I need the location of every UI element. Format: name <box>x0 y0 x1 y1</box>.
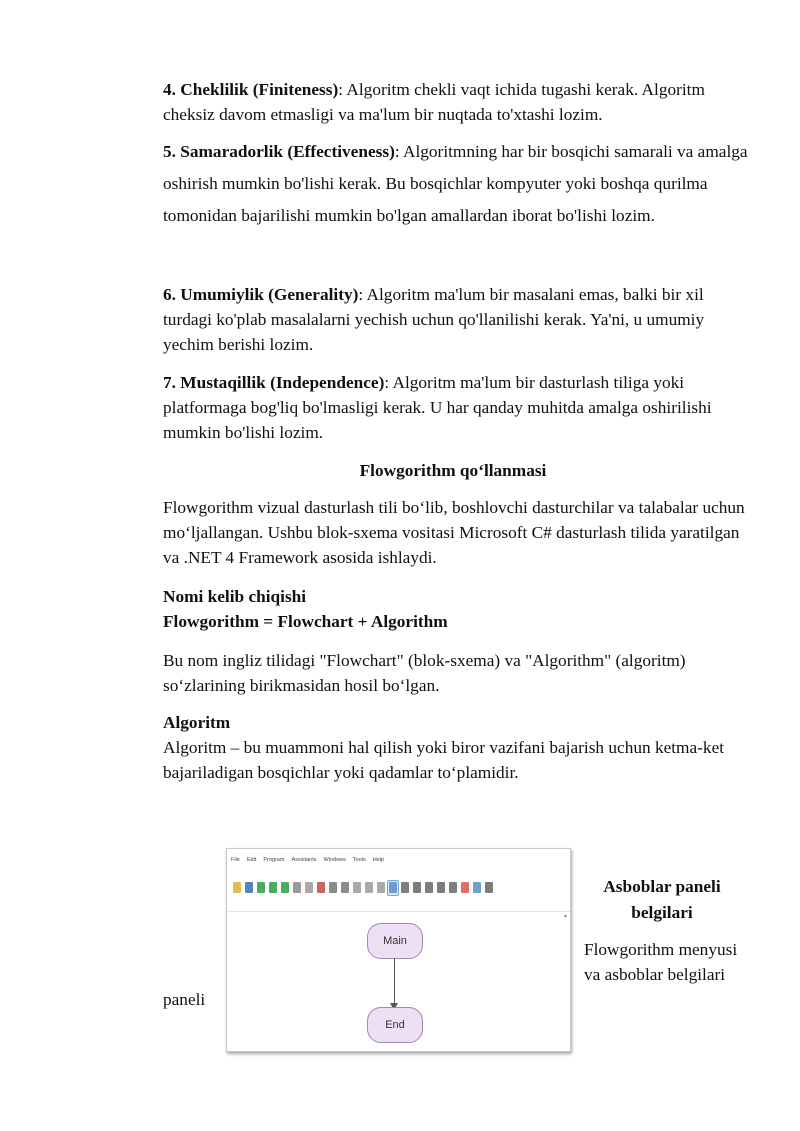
toolbar-icon-20[interactable] <box>460 881 470 895</box>
menu-bar <box>231 857 384 867</box>
toolbar-icon-3[interactable] <box>256 881 266 895</box>
resize-marker: ▴ <box>563 913 567 919</box>
toolbar-glyph <box>425 882 433 893</box>
independence-paragraph <box>163 370 753 445</box>
toolbar-glyph <box>437 882 445 893</box>
origin-text: Bu nom ingliz tilidagi "Flowchart" (blok-sxema) va "Algorithm" (algoritm) so‘zlarining birikmasidan hosil bo‘lgan. <box>163 651 686 695</box>
toolbar-icon-2[interactable] <box>244 881 254 895</box>
main-node[interactable]: Main <box>367 923 423 959</box>
toolbar-icon-7[interactable] <box>304 881 314 895</box>
toolbar-glyph <box>341 882 349 893</box>
menu-program[interactable]: Program <box>263 857 285 863</box>
origin-formula: Flowgorithm = Flowchart + Algorithm <box>163 612 448 631</box>
side-title: Asboblar paneli belgilari <box>603 877 721 922</box>
toolbar-glyph <box>281 882 289 893</box>
algorithm-text: Algoritm – bu muammoni hal qilish yoki biror vazifani bajarish uchun ketma-ket bajariladigan bosqichlar yoki qadamlar to‘plamidir. <box>163 738 725 782</box>
toolbar-glyph <box>401 882 409 893</box>
toolbar-icon-9[interactable] <box>328 881 338 895</box>
effectiveness-title: 5. Samaradorlik (Effectiveness) <box>163 142 395 161</box>
toolbar-glyph <box>449 882 457 893</box>
toolbar-icon-21[interactable] <box>472 881 482 895</box>
flowgorithm-screenshot <box>226 848 571 1052</box>
generality-title: 6. Umumiylik (Generality) <box>163 285 359 304</box>
origin-block <box>163 584 753 634</box>
toolbar-glyph <box>317 882 325 893</box>
toolbar-icon-6[interactable] <box>292 881 302 895</box>
algorithm-block <box>163 710 753 785</box>
toolbar-glyph <box>365 882 373 893</box>
toolbar-glyph <box>389 882 397 893</box>
side-text: Flowgorithm menyusi va asboblar belgilari <box>584 940 738 984</box>
toolbar-icon-4[interactable] <box>268 881 278 895</box>
finiteness-text: : Algoritm chekli vaqt ichida tugashi kerak. Algoritm cheksiz davom etmasligi va ma'lum bir nuqtada to'xtashi lozim. <box>163 80 705 124</box>
left-caption-word: paneli <box>163 990 206 1009</box>
finiteness-title: 4. Cheklilik (Finiteness) <box>163 80 339 99</box>
toolbar-icon-14[interactable] <box>388 881 398 895</box>
effectiveness-text: : Algoritmning har bir bosqichi samarali va amalga oshirish mumkin bo'lishi kerak. Bu bosqichlar kompyuter yoki boshqa qurilma tomonidan bajarilishi mumkin bo'lgan amallardan iborat bo'lishi lozim. <box>163 142 748 225</box>
toolbar-glyph <box>485 882 493 893</box>
menu-assistants[interactable]: Assistants <box>291 857 317 863</box>
menu-windows[interactable]: Windows <box>323 857 346 863</box>
toolbar-glyph <box>257 882 265 893</box>
toolbar-glyph <box>305 882 313 893</box>
toolbar-icon-17[interactable] <box>424 881 434 895</box>
toolbar-icon-18[interactable] <box>436 881 446 895</box>
toolbar-icon-19[interactable] <box>448 881 458 895</box>
flow-arrow-line <box>394 958 395 1008</box>
generality-paragraph <box>163 282 753 357</box>
toolbar-glyph <box>413 882 421 893</box>
origin-heading: Nomi kelib chiqishi <box>163 587 307 606</box>
toolbar-glyph <box>473 882 481 893</box>
end-node[interactable]: End <box>367 1007 423 1043</box>
toolbar-glyph <box>233 882 241 893</box>
toolbar-glyph <box>377 882 385 893</box>
guide-intro: Flowgorithm vizual dasturlash tili bo‘lib, boshlovchi dasturchilar va talabalar uchun mo‘ljallangan. Ushbu blok-sxema vositasi Microsoft C# dasturlash tilida yaratilgan va .NET 4 Framework asosida ishlaydi. <box>163 498 745 567</box>
toolbar-icon-16[interactable] <box>412 881 422 895</box>
algorithm-heading: Algoritm <box>163 713 231 732</box>
toolbar-icon-10[interactable] <box>340 881 350 895</box>
toolbar-divider <box>227 911 570 912</box>
toolbar-glyph <box>245 882 253 893</box>
toolbar-glyph <box>461 882 469 893</box>
toolbar-icon-12[interactable] <box>364 881 374 895</box>
toolbar-glyph <box>293 882 301 893</box>
toolbar <box>232 877 494 899</box>
independence-text: : Algoritm ma'lum bir dasturlash tiliga yoki platformaga bog'liq bo'lmasligi kerak. U har qanday muhitda amalga oshirilishi mumkin bo'lishi lozim. <box>163 373 712 442</box>
generality-text: : Algoritm ma'lum bir masalani emas, balki bir xil turdagi ko'plab masalalarni yechish uchun qo'llanilishi kerak. Ya'ni, u umumiy yechim berishi lozim. <box>163 285 705 354</box>
toolbar-glyph <box>329 882 337 893</box>
finiteness-paragraph <box>163 77 753 127</box>
toolbar-icon-5[interactable] <box>280 881 290 895</box>
menu-edit[interactable]: Edit <box>246 857 257 863</box>
toolbar-icon-15[interactable] <box>400 881 410 895</box>
toolbar-icon-8[interactable] <box>316 881 326 895</box>
toolbar-icon-22[interactable] <box>484 881 494 895</box>
toolbar-glyph <box>353 882 361 893</box>
menu-tools[interactable]: Tools <box>352 857 366 863</box>
toolbar-icon-1[interactable] <box>232 881 242 895</box>
effectiveness-paragraph <box>163 136 753 232</box>
independence-title: 7. Mustaqillik (Independence) <box>163 373 385 392</box>
toolbar-icon-11[interactable] <box>352 881 362 895</box>
toolbar-icon-13[interactable] <box>376 881 386 895</box>
menu-file[interactable]: File <box>231 857 240 863</box>
menu-help[interactable]: Help <box>372 857 384 863</box>
guide-heading: Flowgorithm qo‘llanmasi <box>359 461 547 480</box>
toolbar-glyph <box>269 882 277 893</box>
